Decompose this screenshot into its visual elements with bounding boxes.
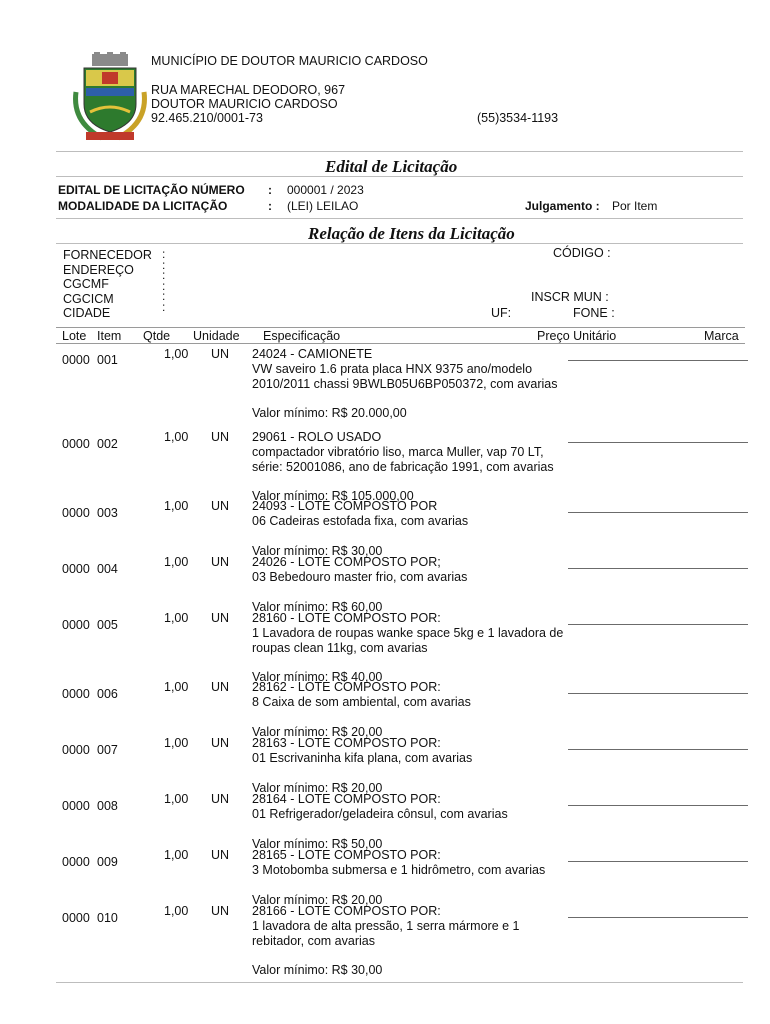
price-underline <box>568 917 748 918</box>
col-marca: Marca <box>704 329 739 343</box>
item-qtde: 1,00 <box>164 904 189 918</box>
col-preco: Preço Unitário <box>537 329 617 343</box>
table-header <box>56 327 745 344</box>
item-number: 001 <box>97 353 118 367</box>
col-qtde: Qtde <box>143 329 171 343</box>
item-minimum-value: Valor mínimo: R$ 20,00 <box>252 781 383 795</box>
phone: (55)3534-1193 <box>477 111 559 125</box>
item-title: 28160 - LOTE COMPOSTO POR: <box>252 611 441 625</box>
item-description: 3 Motobomba submersa e 1 hidrômetro, com avarias <box>252 863 546 877</box>
item-unidade: UN <box>211 792 230 806</box>
price-underline <box>568 861 748 862</box>
item-number: 006 <box>97 687 118 701</box>
item-title: 28165 - LOTE COMPOSTO POR: <box>252 848 441 862</box>
item-title: 28164 - LOTE COMPOSTO POR: <box>252 792 441 806</box>
item-lote: 0000 <box>62 687 90 701</box>
item-minimum-value: Valor mínimo: R$ 30,00 <box>252 963 383 977</box>
item-minimum-value: Valor mínimo: R$ 20,00 <box>252 725 383 739</box>
item-title: 24026 - LOTE COMPOSTO POR; <box>252 555 441 569</box>
price-underline <box>568 442 748 443</box>
item-qtde: 1,00 <box>164 347 189 361</box>
item-qtde: 1,00 <box>164 848 189 862</box>
item-minimum-value: Valor mínimo: R$ 20,00 <box>252 893 383 907</box>
price-underline <box>568 805 748 806</box>
item-number: 002 <box>97 437 118 451</box>
inscr-mun-label: INSCR MUN : <box>531 290 609 304</box>
item-minimum-value: Valor mínimo: R$ 50,00 <box>252 837 383 851</box>
fone-label: FONE : <box>573 306 615 320</box>
item-qtde: 1,00 <box>164 792 189 806</box>
divider <box>56 176 743 177</box>
item-unidade: UN <box>211 347 230 361</box>
modalidade-sep: : <box>268 199 272 213</box>
item-number: 008 <box>97 799 118 813</box>
item-unidade: UN <box>211 430 230 444</box>
price-underline <box>568 360 748 361</box>
col-item: Item <box>97 329 122 343</box>
endereco-label: ENDEREÇO <box>63 263 134 277</box>
item-qtde: 1,00 <box>164 611 189 625</box>
edital-number-value: 000001 / 2023 <box>287 183 364 197</box>
item-qtde: 1,00 <box>164 499 189 513</box>
item-unidade: UN <box>211 680 230 694</box>
julgamento-label: Julgamento : <box>525 199 600 213</box>
edital-number-label: EDITAL DE LICITAÇÃO NÚMERO <box>58 183 245 197</box>
item-minimum-value: Valor mínimo: R$ 105.000,00 <box>252 489 414 503</box>
item-description: 01 Escrivaninha kifa plana, com avarias <box>252 751 473 765</box>
codigo-label: CÓDIGO : <box>553 246 611 260</box>
cgcmf-label: CGCMF <box>63 277 109 291</box>
julgamento-value: Por Item <box>612 199 658 213</box>
item-lote: 0000 <box>62 562 90 576</box>
item-unidade: UN <box>211 499 230 513</box>
item-description: compactador vibratório liso, marca Muller, vap 70 LT, série: 52001086, ano de fabricação 1991, com avarias <box>252 445 554 474</box>
item-minimum-value: Valor mínimo: R$ 30,00 <box>252 544 383 558</box>
item-description: 1 lavadora de alta pressão, 1 serra mármore e 1 rebitador, com avarias <box>252 919 520 948</box>
col-lote: Lote <box>62 329 87 343</box>
item-minimum-value: Valor mínimo: R$ 40,00 <box>252 670 383 684</box>
divider <box>56 243 743 244</box>
item-lote: 0000 <box>62 618 90 632</box>
item-number: 007 <box>97 743 118 757</box>
item-title: 28163 - LOTE COMPOSTO POR: <box>252 736 441 750</box>
price-underline <box>568 749 748 750</box>
item-unidade: UN <box>211 555 230 569</box>
col-unidade: Unidade <box>193 329 240 343</box>
modalidade-value: (LEI) LEILAO <box>287 199 359 213</box>
item-qtde: 1,00 <box>164 555 189 569</box>
item-number: 010 <box>97 911 118 925</box>
price-underline <box>568 568 748 569</box>
col-especificacao: Especificação <box>263 329 341 343</box>
item-title: 24093 - LOTE COMPOSTO POR <box>252 499 438 513</box>
item-title: 28166 - LOTE COMPOSTO POR: <box>252 904 441 918</box>
item-minimum-value: Valor mínimo: R$ 20.000,00 <box>252 406 407 420</box>
item-number: 003 <box>97 506 118 520</box>
edital-title: Edital de Licitação <box>325 157 458 176</box>
cnpj: 92.465.210/0001-73 <box>151 111 263 125</box>
item-description: 1 Lavadora de roupas wanke space 5kg e 1 lavadora de roupas clean 11kg, com avarias <box>252 626 564 655</box>
cidade-label: CIDADE <box>63 306 111 320</box>
edital-number-sep: : <box>268 183 272 197</box>
item-description: 8 Caixa de som ambiental, com avarias <box>252 695 471 709</box>
item-number: 004 <box>97 562 118 576</box>
item-lote: 0000 <box>62 353 90 367</box>
item-unidade: UN <box>211 904 230 918</box>
item-title: 28162 - LOTE COMPOSTO POR: <box>252 680 441 694</box>
price-underline <box>568 693 748 694</box>
item-lote: 0000 <box>62 743 90 757</box>
item-qtde: 1,00 <box>164 736 189 750</box>
municipal-coat-of-arms <box>72 52 148 142</box>
item-unidade: UN <box>211 848 230 862</box>
price-underline <box>568 624 748 625</box>
item-qtde: 1,00 <box>164 680 189 694</box>
item-description: 06 Cadeiras estofada fixa, com avarias <box>252 514 469 528</box>
item-title: 24024 - CAMIONETE <box>252 347 373 361</box>
item-unidade: UN <box>211 736 230 750</box>
item-number: 005 <box>97 618 118 632</box>
price-underline <box>568 512 748 513</box>
item-lote: 0000 <box>62 911 90 925</box>
item-title: 29061 - ROLO USADO <box>252 430 382 444</box>
item-qtde: 1,00 <box>164 430 189 444</box>
item-number: 009 <box>97 855 118 869</box>
divider <box>56 218 743 219</box>
item-lote: 0000 <box>62 506 90 520</box>
municipality-name: MUNICÍPIO DE DOUTOR MAURICIO CARDOSO <box>151 54 428 68</box>
address-street: RUA MARECHAL DEODORO, 967 <box>151 83 346 97</box>
supplier-colons: : : : : : : <box>162 247 166 314</box>
uf-label: UF: <box>491 306 512 320</box>
item-description: 01 Refrigerador/geladeira cônsul, com avarias <box>252 807 508 821</box>
item-description: VW saveiro 1.6 prata placa HNX 9375 ano/modelo 2010/2011 chassi 9BWLB05U6BP050372, com avarias <box>252 362 558 391</box>
item-lote: 0000 <box>62 799 90 813</box>
item-minimum-value: Valor mínimo: R$ 60,00 <box>252 600 383 614</box>
item-lote: 0000 <box>62 437 90 451</box>
fornecedor-label: FORNECEDOR <box>63 248 152 262</box>
address-city: DOUTOR MAURICIO CARDOSO <box>151 97 338 111</box>
modalidade-label: MODALIDADE DA LICITAÇÃO <box>58 199 228 213</box>
divider <box>56 982 743 983</box>
item-lote: 0000 <box>62 855 90 869</box>
relacao-title: Relação de Itens da Licitação <box>308 224 515 243</box>
item-unidade: UN <box>211 611 230 625</box>
item-description: 03 Bebedouro master frio, com avarias <box>252 570 468 584</box>
divider <box>56 151 743 152</box>
cgcicm-label: CGCICM <box>63 292 114 306</box>
